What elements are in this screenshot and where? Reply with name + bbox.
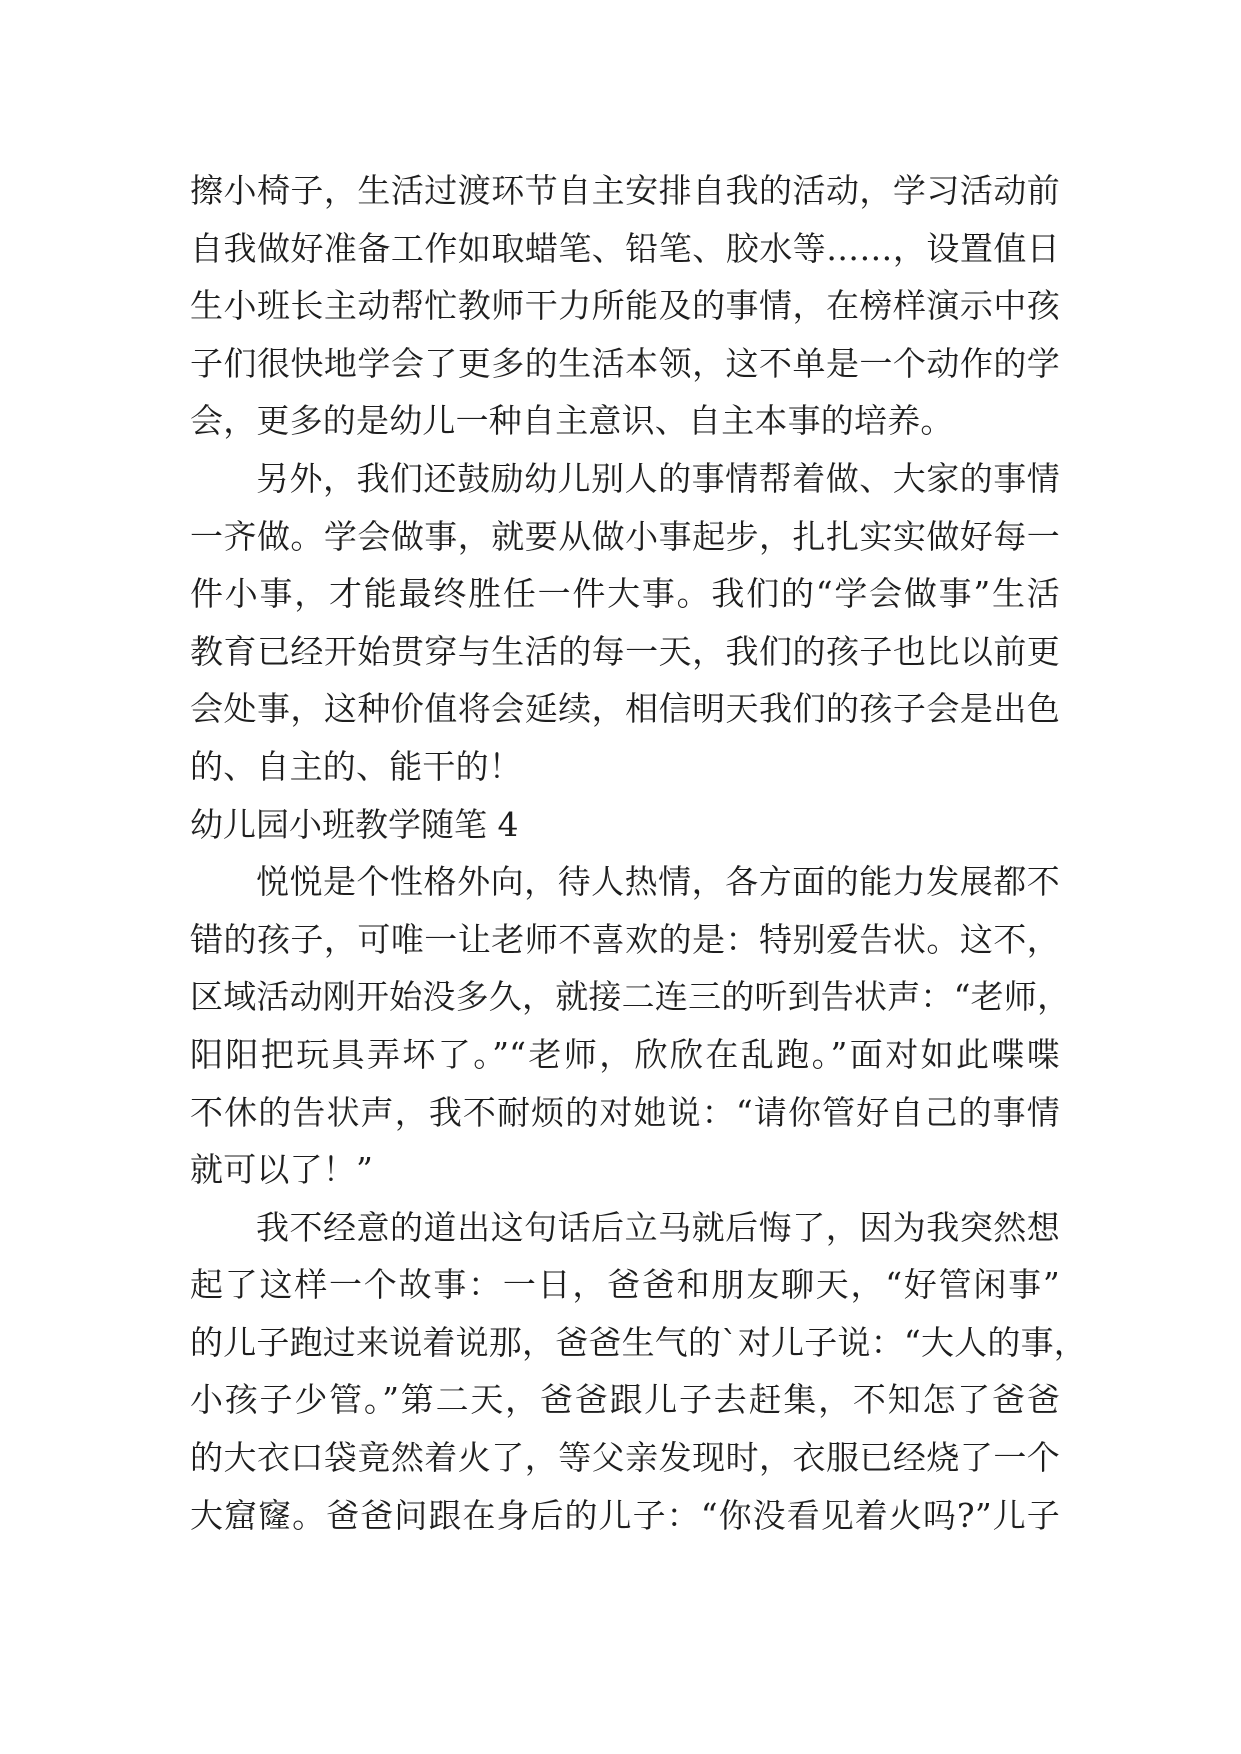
- paragraph-line: 起了这样一个故事：一日，爸爸和朋友聊天，“好管闲事”: [190, 1265, 1060, 1305]
- paragraph-line: 自我做好准备工作如取蜡笔、铅笔、胶水等……，设置值日: [190, 228, 1060, 268]
- paragraph-line: 小孩子少管。”第二天，爸爸跟儿子去赶集，不知怎了爸爸: [190, 1380, 1060, 1420]
- paragraph-line: 大窟窿。爸爸问跟在身后的儿子：“你没看见着火吗?”儿子: [190, 1495, 1060, 1535]
- paragraph-line: 子们很快地学会了更多的生活本领，这不单是一个动作的学: [190, 343, 1060, 383]
- paragraph-line: 就可以了！”: [190, 1150, 374, 1190]
- paragraph-line: 会处事，这种价值将会延续，相信明天我们的孩子会是出色: [190, 689, 1060, 729]
- paragraph-line: 悦悦是个性格外向，待人热情，各方面的能力发展都不: [256, 862, 1060, 902]
- paragraph-line: 教育已经开始贯穿与生活的每一天，我们的孩子也比以前更: [190, 631, 1060, 671]
- paragraph-line: 的、自主的、能干的！: [190, 746, 522, 786]
- paragraph-line: 生小班长主动帮忙教师干力所能及的事情，在榜样演示中孩: [190, 286, 1060, 326]
- paragraph-line: 会，更多的是幼儿一种自主意识、自主本事的培养。: [190, 401, 954, 441]
- paragraph-line: 一齐做。学会做事，就要从做小事起步，扎扎实实做好每一: [190, 516, 1060, 556]
- section-heading: 幼儿园小班教学随笔 4: [190, 804, 519, 844]
- paragraph-line: 擦小椅子，生活过渡环节自主安排自我的活动，学习活动前: [190, 171, 1060, 210]
- paragraph-line: 区域活动刚开始没多久，就接二连三的听到告状声：“老师，: [190, 977, 1071, 1017]
- paragraph-line: 的儿子跑过来说着说那，爸爸生气的`对儿子说：“大人的事，: [190, 1322, 1087, 1362]
- paragraph-line: 件小事，才能最终胜任一件大事。我们的“学会做事”生活: [190, 574, 1060, 614]
- paragraph-line: 另外，我们还鼓励幼儿别人的事情帮着做、大家的事情: [256, 458, 1060, 498]
- paragraph-line: 不休的告状声，我不耐烦的对她说：“请你管好自己的事情: [190, 1092, 1060, 1132]
- paragraph-line: 错的孩子，可唯一让老师不喜欢的是：特别爱告状。这不，: [190, 919, 1060, 959]
- paragraph-line: 阳阳把玩具弄坏了。”“老师，欣欣在乱跑。”面对如此喋喋: [190, 1034, 1060, 1074]
- paragraph-line: 我不经意的道出这句话后立马就后悔了，因为我突然想: [256, 1207, 1060, 1247]
- document-body: [190, 162, 1087, 1544]
- paragraph-line: 的大衣口袋竟然着火了，等父亲发现时，衣服已经烧了一个: [190, 1438, 1060, 1478]
